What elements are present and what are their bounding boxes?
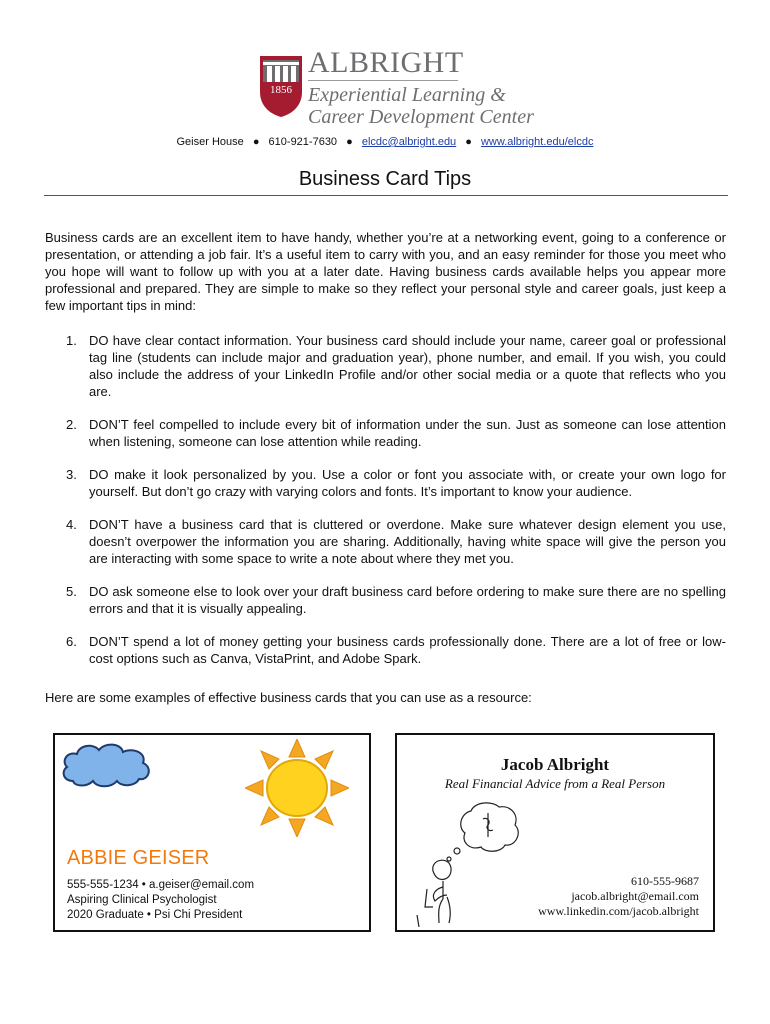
contact-separator: ● — [346, 136, 353, 148]
list-item — [45, 416, 726, 450]
thinking-person-icon — [413, 797, 543, 927]
contact-phone: 610-921-7630 — [268, 136, 338, 148]
business-card-abbie — [53, 733, 371, 932]
card1-graduation-line: 2020 Graduate • Psi Chi President — [67, 909, 243, 921]
title-divider — [44, 195, 728, 196]
page-title: Business Card Tips — [298, 168, 472, 190]
contact-email-link[interactable]: elcdc@albright.edu — [361, 136, 457, 148]
card2-name: Jacob Albright — [500, 755, 610, 774]
cloud-icon — [59, 741, 155, 791]
contact-separator: ● — [252, 136, 260, 148]
card1-contact-line: 555-555-1234 • a.geiser@email.com — [67, 879, 255, 891]
list-item-text: DON’T have a business card that is cluttered or overdone. Make sure whatever design element you use, doesn’t overpower the information you are sharing. Additionally, having white space will give the person you are interacting with some space to write a note about where they met you. — [89, 517, 726, 566]
logo-divider — [308, 80, 458, 81]
card1-details — [67, 878, 254, 923]
list-item-number: 6. — [66, 634, 77, 649]
card2-linkedin: www.linkedin.com/jacob.albright — [538, 904, 699, 918]
list-item-text: DON’T spend a lot of money getting your business cards professionally done. There are a lot of free or low-cost options such as Canva, VistaPrint, and Adobe Spark. — [89, 634, 726, 666]
logo-subtitle-line2: Career Development Center — [308, 106, 534, 128]
card1-goal-line: Aspiring Clinical Psychologist — [67, 894, 217, 906]
list-item — [45, 332, 726, 400]
list-item-number: 2. — [66, 417, 77, 432]
closing-paragraph: Here are some examples of effective business cards that you can use as a resource: — [45, 690, 532, 705]
albright-seal-logo — [258, 54, 304, 118]
card2-details — [538, 874, 699, 919]
list-item — [45, 633, 726, 667]
card1-name: ABBIE GEISER — [67, 847, 210, 869]
list-item-text: DON’T feel compelled to include every bit of information under the sun. Just as someone can lose attention when listening, someone can lose attention while reading. — [89, 417, 726, 449]
list-item-text: DO make it look personalized by you. Use a color or font you associate with, or create your own logo for yourself. But don’t go crazy with varying colors and fonts. It’s important to know your audience. — [89, 467, 726, 499]
list-item-number: 3. — [66, 467, 77, 482]
tips-list — [45, 332, 726, 683]
logo-name: ALBRIGHT — [308, 46, 464, 79]
list-item — [45, 466, 726, 500]
contact-line — [0, 136, 770, 148]
list-item-number: 1. — [66, 333, 77, 348]
sun-icon — [245, 739, 349, 837]
list-item-text: DO ask someone else to look over your draft business card before ordering to make sure there are no spelling errors and that it is visually appealing. — [89, 584, 726, 616]
list-item-number: 4. — [66, 517, 77, 532]
contact-website-link[interactable]: www.albright.edu/elcdc — [480, 136, 594, 148]
list-item — [45, 516, 726, 567]
card2-phone: 610-555-9687 — [631, 874, 699, 888]
intro-paragraph: Business cards are an excellent item to have handy, whether you’re at a networking event, going to a conference or presentation, or attending a job fair. It’s a useful item to carry with you, and an easy reminder for those you meet who you hope will want to follow up with you at a later date. Having business cards available helps you appear more professional and prepared. They are simple to make so they reflect your personal style and career goals, just keep a few important tips in mind: — [45, 230, 726, 313]
list-item-text: DO have clear contact information. Your business card should include your name, career goal or professional tag line (students can include major and graduation year), phone number, and email. If you wish, you could also include the address of your LinkedIn Profile and/or other social media or a quote that reflects who you are. — [89, 333, 726, 399]
list-item-number: 5. — [66, 584, 77, 599]
logo-subtitle-line1: Experiential Learning & — [308, 84, 506, 106]
card2-email: jacob.albright@email.com — [571, 889, 699, 903]
contact-separator: ● — [465, 136, 472, 148]
list-item — [45, 583, 726, 617]
logo-year: 1856 — [270, 84, 292, 96]
card2-tagline: Real Financial Advice from a Real Person — [444, 776, 666, 791]
contact-location: Geiser House — [176, 136, 244, 148]
business-card-jacob — [395, 733, 715, 932]
